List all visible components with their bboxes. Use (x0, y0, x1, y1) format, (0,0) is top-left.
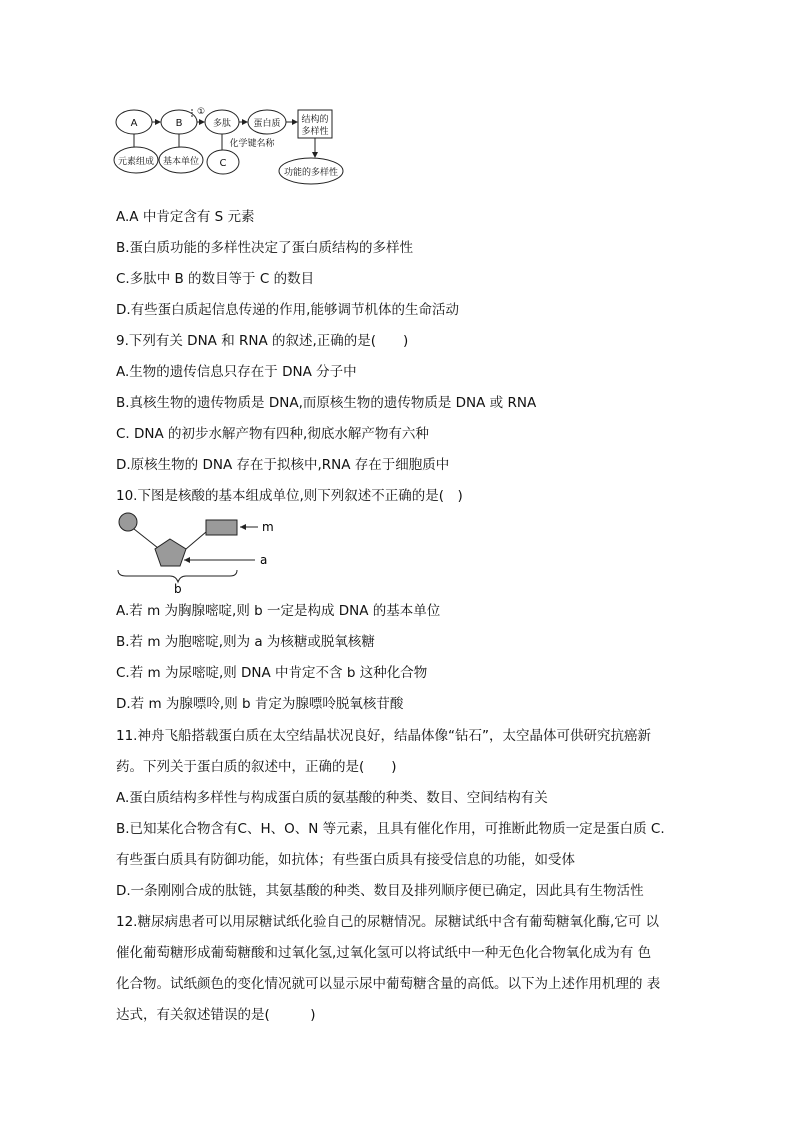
node-a: A (130, 118, 138, 129)
q9-option-b: B.真核生物的遗传物质是 DNA,而原核生物的遗传物质是 DNA 或 RNA (116, 395, 537, 411)
q10-stem: 10.下图是核酸的基本组成单位,则下列叙述不正确的是( ) (116, 488, 463, 504)
q9-stem: 9.下列有关 DNA 和 RNA 的叙述,正确的是( ) (116, 333, 409, 349)
q8-option-b: B.蛋白质功能的多样性决定了蛋白质结构的多样性 (116, 240, 414, 256)
protein-concept-diagram (112, 104, 352, 186)
node-elements: 元素组成 (117, 157, 155, 167)
q9-option-d: D.原核生物的 DNA 存在于拟核中,RNA 存在于细胞质中 (116, 457, 450, 473)
node-function: 功能的多样性 (283, 168, 339, 178)
q12-line-4: 达式，有关叙述错误的是( ) (116, 1007, 316, 1023)
q8-option-d: D.有些蛋白质起信息传递的作用,能够调节机体的生命活动 (116, 302, 459, 318)
q12-line-3: 化合物。试纸颜色的变化情况就可以显示尿中葡萄糖含量的高低。以下为上述作用机理的 表 (116, 976, 661, 992)
label-a: a (260, 553, 268, 567)
q12-line-1: 12.糖尿病患者可以用尿糖试纸化验自己的尿糖情况。尿糖试纸中含有葡萄糖氧化酶,它可 以 (116, 914, 660, 930)
node-c: C (219, 158, 227, 169)
node-structure-line1: 结构的 (301, 115, 329, 125)
q10-option-b: B.若 m 为胞嘧啶,则为 a 为核糖或脱氧核糖 (116, 634, 375, 650)
node-basic-unit: 基本单位 (162, 157, 200, 167)
q10-option-c: C.若 m 为尿嘧啶,则 DNA 中肯定不含 b 这种化合物 (116, 665, 428, 681)
node-b: B (175, 118, 183, 129)
nucleotide-diagram (112, 510, 282, 596)
node-structure-line2: 多样性 (301, 127, 329, 137)
q11-line-4: B.已知某化合物含有C、H、O、N 等元素，且具有催化作用，可推断此物质一定是蛋白质 C. (116, 821, 665, 837)
q11-line-6: D.一条刚刚合成的肽链，其氨基酸的种类、数目及排列顺序便已确定，因此具有生物活性 (116, 883, 644, 899)
q9-option-a: A.生物的遗传信息只存在于 DNA 分子中 (116, 364, 357, 380)
node-polypeptide: 多肽 (212, 119, 232, 129)
step-label: ① (196, 107, 206, 117)
q11-line-1: 11.神舟飞船搭载蛋白质在太空结晶状况良好，结晶体像“钻石”，太空晶体可供研究抗癌新 (116, 728, 651, 744)
q10-option-d: D.若 m 为腺嘌呤,则 b 肯定为腺嘌呤脱氧核苷酸 (116, 696, 404, 712)
label-m: m (262, 520, 274, 534)
q10-option-a: A.若 m 为胸腺嘧啶,则 b 一定是构成 DNA 的基本单位 (116, 603, 441, 619)
q8-option-c: C.多肽中 B 的数目等于 C 的数目 (116, 271, 315, 287)
q12-line-2: 催化葡萄糖形成葡萄糖酸和过氧化氢,过氧化氢可以将试纸中一种无色化合物氧化成为有 色 (116, 945, 652, 961)
node-protein: 蛋白质 (253, 119, 281, 129)
q8-option-a: A.A 中肯定含有 S 元素 (116, 209, 255, 225)
bond-label: 化学键名称 (229, 139, 275, 149)
q9-option-c: C. DNA 的初步水解产物有四种,彻底水解产物有六种 (116, 426, 429, 442)
q11-line-5: 有些蛋白质具有防御功能，如抗体；有些蛋白质具有接受信息的功能，如受体 (116, 852, 575, 868)
q11-line-2: 药。下列关于蛋白质的叙述中，正确的是( ) (116, 759, 397, 775)
q11-line-3: A.蛋白质结构多样性与构成蛋白质的氨基酸的种类、数目、空间结构有关 (116, 790, 548, 806)
label-b: b (174, 582, 182, 596)
